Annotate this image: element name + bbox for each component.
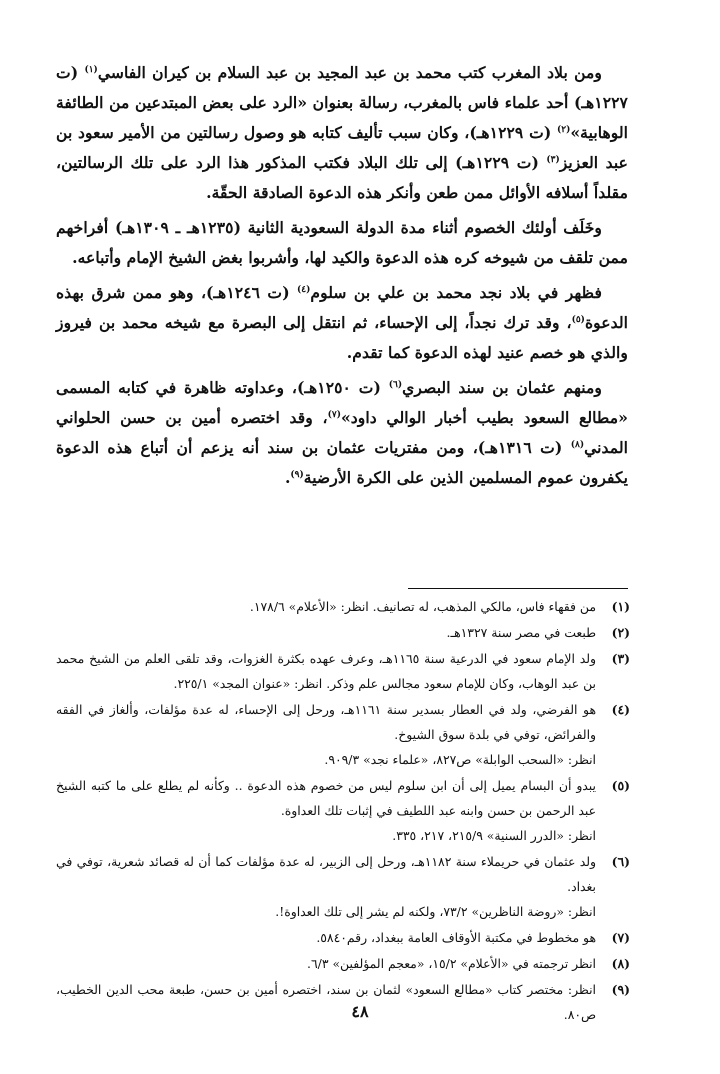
paragraph-text: (ت ١٢٤٦هـ)، وهو ممن شرق بهذه الدعوة [56, 283, 628, 332]
footnote-ref: (٣) [546, 154, 560, 165]
footnote-ref: (٥) [571, 314, 585, 325]
footnote-text: ولد عثمان في حريملاء سنة ١١٨٢هـ، ورحل إلى الزبير، له عدة مؤلفات كما أن له قصائد شعرية، توفي في بغداد. [56, 854, 596, 894]
footnote-body [56, 594, 596, 619]
footnote-number: (١) [611, 599, 630, 614]
paragraph-text: (ت ١٢٢٩هـ)، وكان سبب تأليف كتابه هو وصول رسالتين من الأمير سعود بن عبد العزيز [56, 123, 628, 172]
footnote [56, 646, 630, 696]
footnote-text: هو الفرضي، ولد في العطار بسدير سنة ١١٦١هـ، ورحل إلى الإحساء، له عدة مؤلفات، وألغاز في الفقه والفرائض، توفي في بلدة سوق الشيوخ. [56, 702, 596, 742]
page-number: ٤٨ [351, 1002, 369, 1021]
paragraph-text: (ت ١٢٢٧هـ) أحد علماء فاس بالمغرب، رسالة بعنوان «الرد على بعض المبتدعين من الطائفة الوهابية» [56, 63, 628, 142]
paragraph-text: (ت ١٢٥٠هـ)، وعداوته ظاهرة في كتابه المسمى «مطالع السعود بطيب أخبار الوالي داود» [56, 378, 628, 427]
footnote-ref: (١) [84, 64, 98, 75]
footnote-body [56, 646, 596, 696]
footnote-number: (٢) [611, 625, 630, 640]
footnote-body [56, 697, 596, 772]
footnote-number: (٥) [611, 778, 630, 793]
paragraph-text: ومن بلاد المغرب كتب محمد بن عبد المجيد بن عبد السلام بن كيران الفاسي [97, 63, 603, 82]
footnote [56, 925, 630, 950]
footnote-body [56, 925, 596, 950]
footnote [56, 849, 630, 924]
footnote-number: (٧) [611, 930, 630, 945]
footnote-body [56, 849, 596, 924]
footnote-number: (٨) [611, 956, 630, 971]
paragraph-text: . [284, 468, 291, 487]
footnote-body [56, 773, 596, 848]
footnote-text: انظر: «السحب الوابلة» ص٨٢٧، «علماء نجد» ٩٠٩/٣. [324, 752, 596, 767]
paragraph-text: وخَلَف أولئك الخصوم أثناء مدة الدولة السعودية الثانية (١٢٣٥هـ ـ ١٣٠٩هـ) أفراخهم ممن تلقف من شيوخه كره هذه الدعوة والكيد لها، وأشربوا بغض الشيخ الإمام وأتباعه. [56, 218, 628, 267]
footnote [56, 697, 630, 772]
footnote-ref: (٢) [557, 124, 571, 135]
footnote-text: انظر ترجمته في «الأعلام» ١٥/٢، «معجم المؤلفين» ٦/٣. [307, 956, 596, 971]
footnote-text: ولد الإمام سعود في الدرعية سنة ١١٦٥هـ، وعرف عهده بكثرة الغزوات، وقد تلقى العلم من الشيخ محمد بن عبد الوهاب، وكان للإمام سعود مجالس علم وذكر. انظر: «عنوان المجد» ٢٢٥/١. [56, 651, 597, 691]
paragraph-text: فظهر في بلاد نجد محمد بن علي بن سلوم [310, 283, 602, 302]
footnote-text: انظر: «الدرر السنية» ٢١٥/٩، ٢١٧، ٣٣٥. [392, 828, 596, 843]
footnote-number: (٦) [611, 854, 630, 869]
paragraph-text: ، وقد اختصره أمين بن حسن الحلواني المدني [56, 408, 628, 457]
paragraph [56, 278, 628, 368]
footnote-ref: (٦) [388, 379, 403, 390]
footnote [56, 594, 630, 619]
footnote-ref: (٨) [570, 439, 585, 450]
paragraph-text: ومنهم عثمان بن سند البصري [402, 378, 602, 397]
footnote-ref: (٩) [290, 469, 304, 480]
footnote-body [56, 620, 596, 645]
footnote-number: (٤) [611, 702, 630, 717]
paragraph-text: (ت ١٢٢٩هـ) إلى تلك البلاد فكتب المذكور هذا الرد على تلك الرسالتين، مقلداً أسلافه الأوائل ممن طعن وأنكر هذه الدعوة الصادقة الحقّة. [56, 153, 628, 202]
footnote-text: من فقهاء فاس، مالكي المذهب، له تصانيف. انظر: «الأعلام» ١٧٨/٦. [249, 599, 596, 614]
footnote-body [56, 951, 596, 976]
footnote-text: انظر: مختصر كتاب «مطالع السعود» لثمان بن سند، اختصره أمين بن حسن، طبعة محب الدين الخطيب، ص٨٠. [56, 982, 596, 1022]
footnote-text: طبعت في مصر سنة ١٣٢٧هـ. [446, 625, 596, 640]
footnote-text: انظر: «روضة الناظرين» ٧٣/٢، ولكنه لم يشر إلى تلك العداوة!. [275, 904, 596, 919]
footnote-text: يبدو أن البسام يميل إلى أن ابن سلوم ليس من خصوم هذه الدعوة .. وكأنه لم يطلع على ما كتبه الشيخ عبد الرحمن بن حسن وابنه عبد اللطيف في إثبات تلك العداوة. [56, 778, 596, 818]
footnote-number: (٩) [611, 982, 630, 997]
paragraph-text: (ت ١٣١٦هـ)، ومن مفتريات عثمان بن سند أنه يزعم أن أتباع هذه الدعوة يكفرون عموم المسلمين الذين على الكرة الأرضية [56, 438, 628, 487]
footnotes [56, 594, 630, 1028]
paragraph [56, 58, 628, 208]
paragraph-text: ، وقد ترك نجداً، إلى الإحساء، ثم انتقل إلى البصرة مع شيخه محمد بن فيروز والذي هو خصم عنيد لهذه الدعوة كما تقدم. [56, 313, 628, 362]
paragraph [56, 373, 628, 493]
footnote [56, 951, 630, 976]
footnote-number: (٣) [611, 651, 630, 666]
footnote-ref: (٧) [327, 409, 341, 420]
footnote-ref: (٤) [297, 284, 311, 295]
footnote [56, 773, 630, 848]
footnote-text: هو مخطوط في مكتبة الأوقاف العامة ببغداد، رقم٥٨٤٠. [316, 930, 596, 945]
paragraph [56, 213, 628, 273]
footnote [56, 620, 630, 645]
main-text [56, 58, 628, 498]
footnote-separator [408, 588, 628, 589]
